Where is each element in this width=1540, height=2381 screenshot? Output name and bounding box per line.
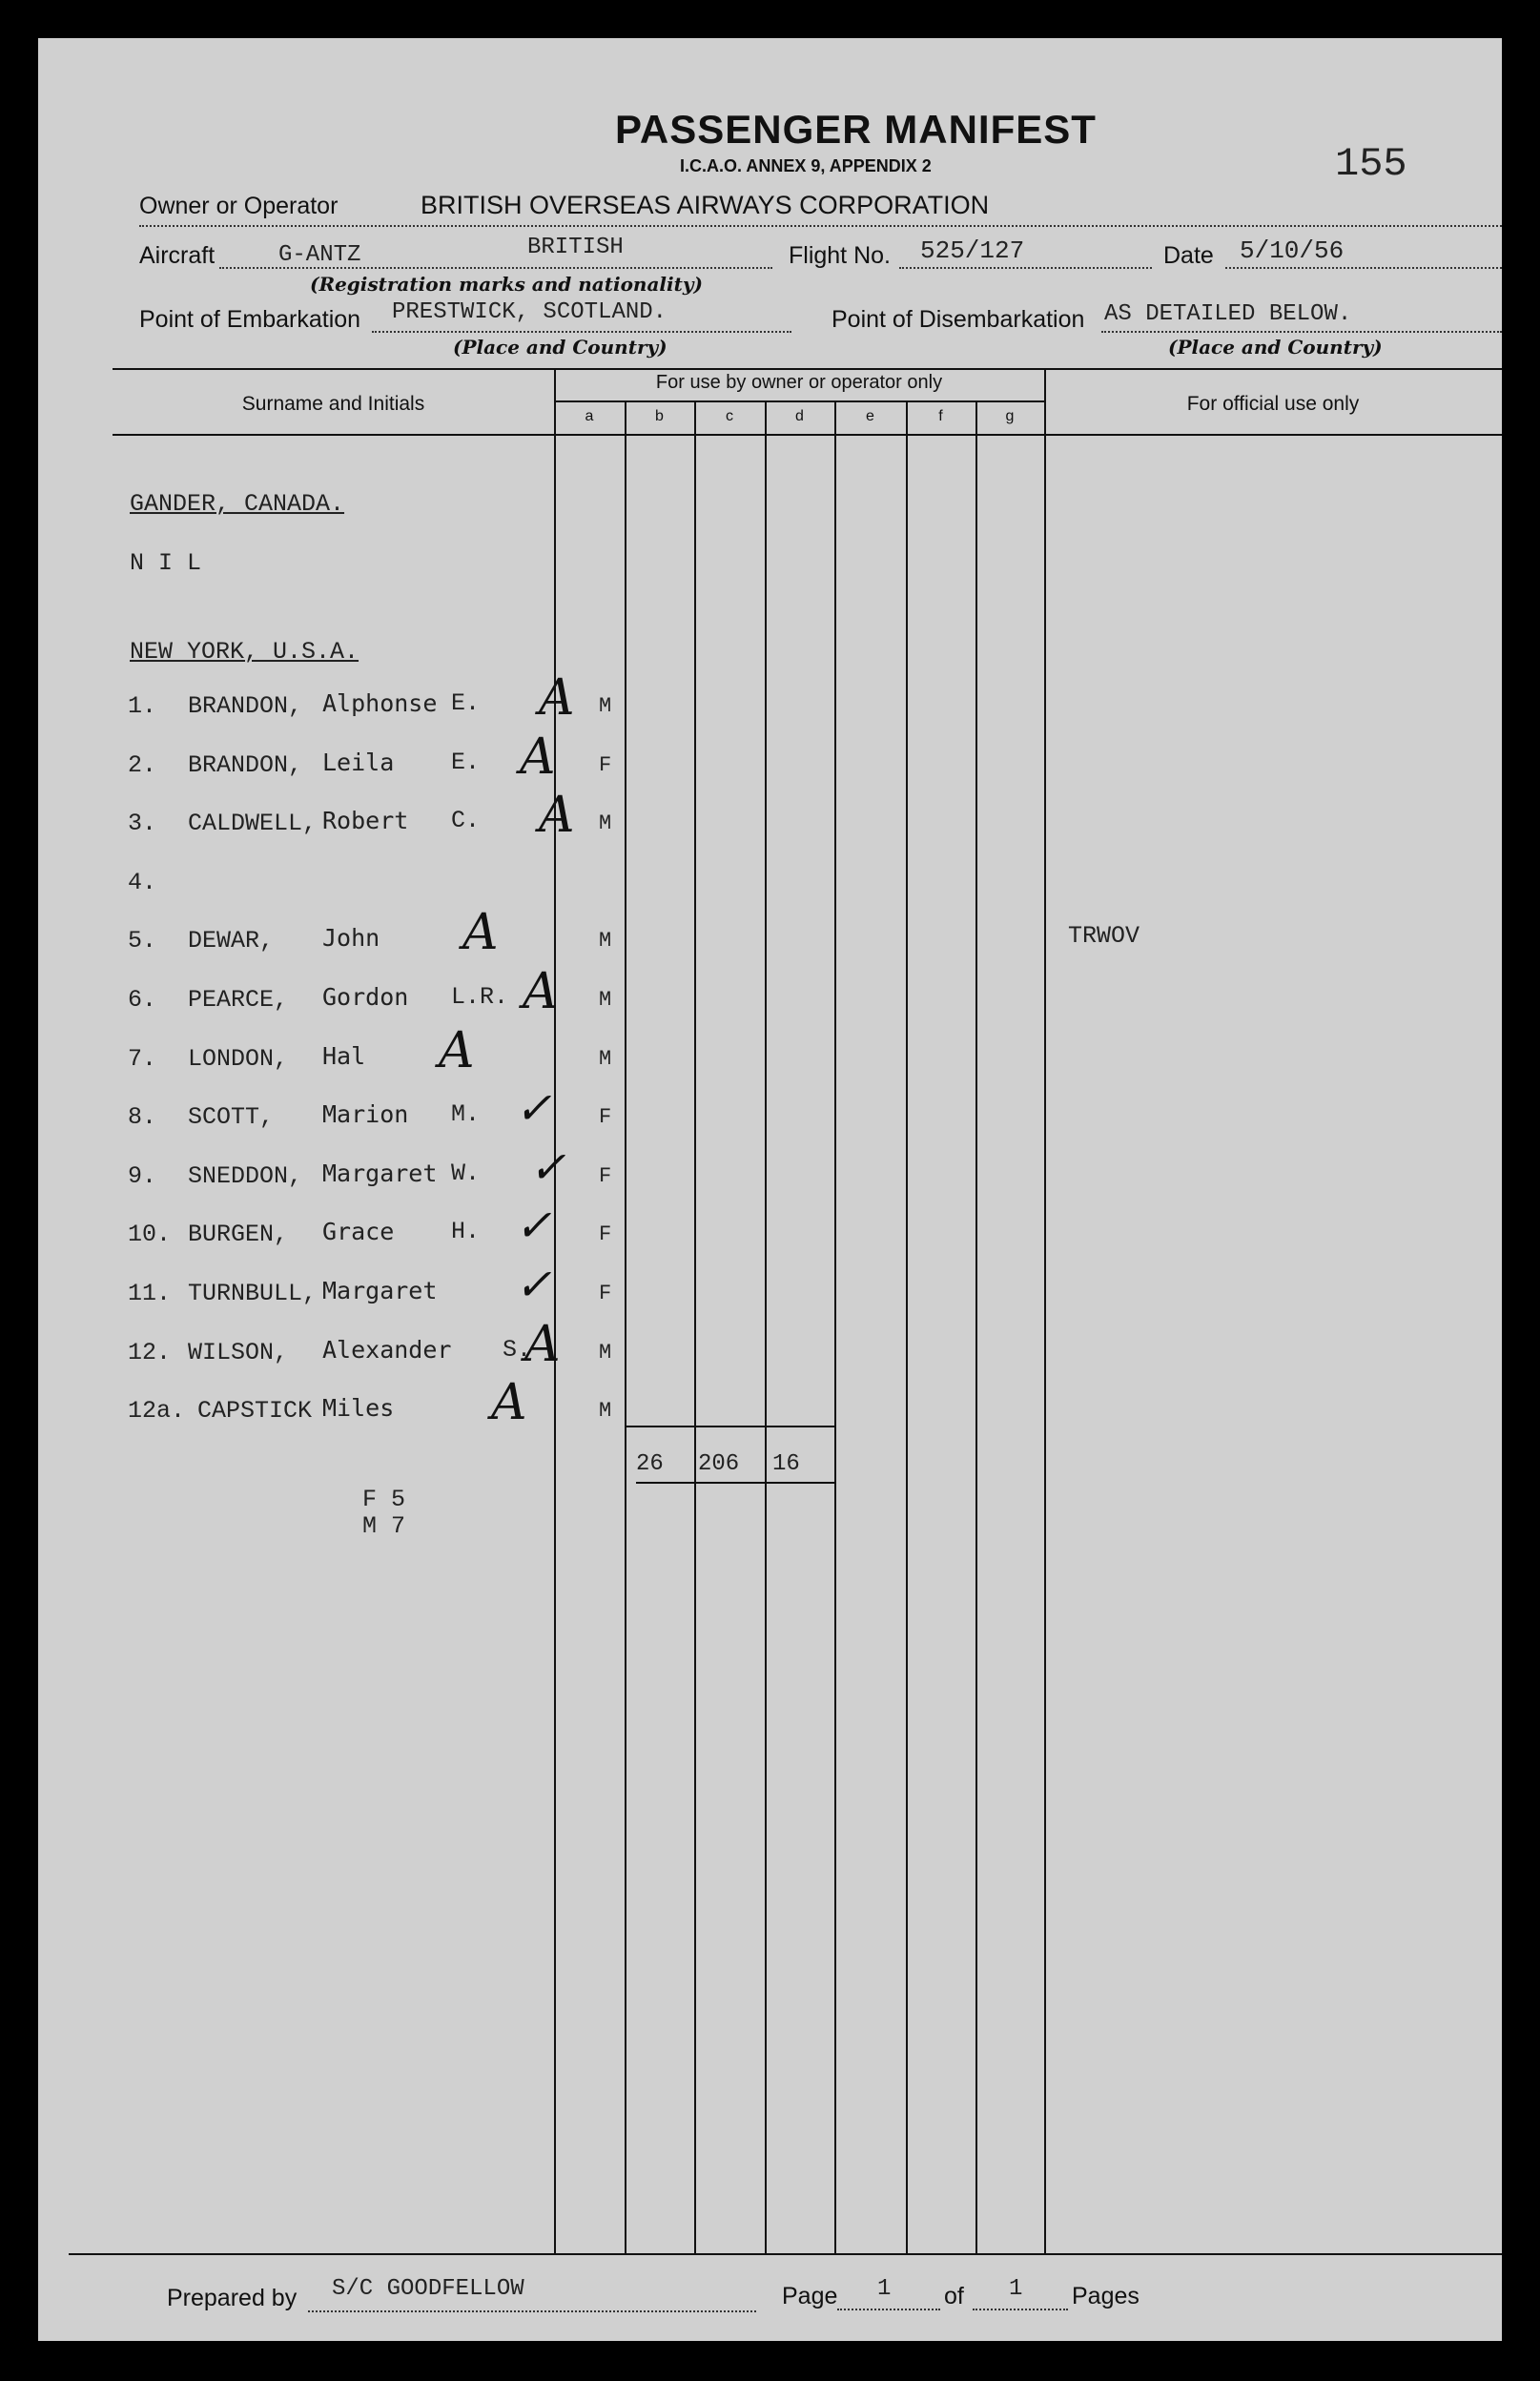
operator-header: For use by owner or operator only bbox=[655, 372, 943, 393]
flight-dotted-line bbox=[899, 267, 1152, 269]
total-column-b: 26 bbox=[636, 1451, 664, 1477]
column-rule-b-left bbox=[625, 400, 626, 2253]
passenger-number: 12a. bbox=[128, 1397, 186, 1425]
passenger-initial: C. bbox=[451, 807, 481, 834]
table-header-bottom-rule bbox=[113, 434, 1502, 436]
handwritten-mark: A bbox=[520, 729, 556, 786]
embarkation-value: PRESTWICK, SCOTLAND. bbox=[392, 299, 667, 325]
aircraft-label: Aircraft bbox=[139, 242, 216, 269]
of-dotted-line bbox=[973, 2309, 1068, 2310]
column-rule-official-left bbox=[1044, 368, 1046, 2253]
footer-top-rule bbox=[69, 2253, 1502, 2255]
passenger-given-name: John bbox=[322, 924, 380, 952]
page-dotted-line bbox=[837, 2309, 940, 2310]
total-column-c: 206 bbox=[698, 1451, 740, 1477]
page-stamp-number: 155 bbox=[1335, 141, 1407, 187]
column-rule-c-left bbox=[694, 400, 696, 2253]
passenger-surname: SNEDDON, bbox=[188, 1162, 303, 1190]
passenger-given-name: Gordon bbox=[322, 983, 409, 1011]
passenger-number: 7. bbox=[128, 1045, 157, 1073]
column-rule-a-left bbox=[554, 368, 556, 2253]
disembarkation-caption: (Place and Country) bbox=[1168, 336, 1383, 359]
owner-value: BRITISH OVERSEAS AIRWAYS CORPORATION bbox=[421, 191, 990, 219]
passenger-surname: TURNBULL, bbox=[188, 1280, 318, 1307]
passenger-sex: M bbox=[599, 694, 612, 718]
column-rule-f-left bbox=[906, 400, 908, 2253]
column-g-header: g bbox=[1005, 408, 1015, 424]
embarkation-caption: (Place and Country) bbox=[453, 336, 667, 359]
passenger-sex: M bbox=[599, 1047, 612, 1071]
passenger-number: 2. bbox=[128, 751, 157, 779]
passenger-sex: F bbox=[599, 1164, 612, 1188]
prepared-by-label: Prepared by bbox=[167, 2285, 298, 2311]
passenger-given-name: Margaret bbox=[322, 1277, 438, 1304]
owner-label: Owner or Operator bbox=[139, 193, 339, 219]
page-value: 1 bbox=[877, 2276, 892, 2302]
handwritten-mark: A bbox=[491, 1374, 527, 1431]
check-mark: ✓ bbox=[515, 1200, 552, 1251]
summary-male-count: M 7 bbox=[362, 1512, 406, 1540]
passenger-surname: BRANDON, bbox=[188, 692, 303, 720]
aircraft-nationality: BRITISH bbox=[527, 235, 624, 260]
passenger-number: 11. bbox=[128, 1280, 172, 1307]
passenger-given-name: Hal bbox=[322, 1042, 366, 1070]
passenger-given-name: Marion bbox=[322, 1100, 409, 1128]
passenger-initial: E. bbox=[451, 689, 481, 717]
passenger-sex: M bbox=[599, 1341, 612, 1365]
check-mark: ✓ bbox=[515, 1259, 552, 1310]
passenger-sex: F bbox=[599, 753, 612, 777]
passenger-initial: H. bbox=[451, 1218, 481, 1245]
disembarkation-value: AS DETAILED BELOW. bbox=[1104, 301, 1352, 327]
check-mark: ✓ bbox=[515, 1082, 552, 1134]
handwritten-mark: A bbox=[439, 1022, 475, 1079]
column-b-header: b bbox=[655, 408, 664, 424]
embarkation-label: Point of Embarkation bbox=[139, 306, 361, 333]
aircraft-registration: G-ANTZ bbox=[278, 242, 361, 268]
passenger-surname: CAPSTICK bbox=[197, 1397, 313, 1425]
passenger-initial: L.R. bbox=[451, 983, 509, 1011]
disembarkation-label: Point of Disembarkation bbox=[832, 306, 1085, 333]
check-mark: ✓ bbox=[529, 1141, 566, 1193]
handwritten-mark: A bbox=[523, 963, 559, 1020]
page-label: Page bbox=[782, 2283, 838, 2309]
document-title: PASSENGER MANIFEST bbox=[615, 107, 1097, 152]
passenger-surname: LONDON, bbox=[188, 1045, 289, 1073]
date-label: Date bbox=[1163, 242, 1214, 269]
passenger-given-name: Robert bbox=[322, 807, 409, 834]
column-c-header: c bbox=[726, 408, 733, 424]
passenger-given-name: Alphonse bbox=[322, 689, 438, 717]
official-use-note: TRWOV bbox=[1068, 922, 1140, 950]
handwritten-mark: A bbox=[462, 904, 499, 961]
handwritten-mark: A bbox=[539, 787, 575, 844]
embarkation-dotted-line bbox=[372, 331, 791, 333]
table-top-rule bbox=[113, 368, 1502, 370]
passenger-given-name: Grace bbox=[322, 1218, 395, 1245]
column-f-header: f bbox=[938, 408, 943, 424]
of-value: 1 bbox=[1009, 2276, 1023, 2302]
passenger-number: 3. bbox=[128, 810, 157, 837]
column-a-header: a bbox=[585, 408, 594, 424]
passenger-surname: PEARCE, bbox=[188, 986, 289, 1014]
passenger-number: 5. bbox=[128, 927, 157, 954]
total-column-d: 16 bbox=[772, 1451, 800, 1477]
passenger-sex: M bbox=[599, 811, 612, 835]
passenger-given-name: Margaret bbox=[322, 1160, 438, 1187]
section-note-nil: N I L bbox=[130, 549, 202, 577]
aircraft-caption: (Registration marks and nationality) bbox=[310, 273, 703, 296]
passenger-number: 1. bbox=[128, 692, 157, 720]
totals-bottom-rule bbox=[636, 1482, 834, 1484]
passenger-number: 12. bbox=[128, 1339, 172, 1366]
section-heading-new-york: NEW YORK, U.S.A. bbox=[130, 638, 359, 666]
prepared-by-dotted-line bbox=[308, 2310, 756, 2312]
passenger-given-name: Alexander bbox=[322, 1336, 452, 1364]
passenger-initial: W. bbox=[451, 1160, 481, 1187]
document-subtitle: I.C.A.O. ANNEX 9, APPENDIX 2 bbox=[680, 156, 932, 175]
passenger-sex: F bbox=[599, 1105, 612, 1129]
passenger-surname: DEWAR, bbox=[188, 927, 275, 954]
passenger-surname: SCOTT, bbox=[188, 1103, 275, 1131]
passenger-given-name: Leila bbox=[322, 749, 395, 776]
totals-top-rule bbox=[625, 1426, 834, 1427]
passenger-initial: M. bbox=[451, 1100, 481, 1128]
owner-dotted-line bbox=[139, 225, 1502, 227]
handwritten-mark: A bbox=[524, 1316, 561, 1373]
handwritten-mark: A bbox=[539, 669, 575, 727]
passenger-surname: CALDWELL, bbox=[188, 810, 318, 837]
passenger-number: 9. bbox=[128, 1162, 157, 1190]
pages-label: Pages bbox=[1072, 2283, 1140, 2309]
flight-value: 525/127 bbox=[920, 236, 1025, 265]
passenger-sex: M bbox=[599, 929, 612, 953]
passenger-surname: BRANDON, bbox=[188, 751, 303, 779]
column-e-header: e bbox=[866, 408, 874, 424]
date-dotted-line bbox=[1225, 267, 1502, 269]
passenger-sex: M bbox=[599, 1399, 612, 1423]
passenger-surname: WILSON, bbox=[188, 1339, 289, 1366]
operator-header-rule bbox=[554, 400, 1044, 402]
passenger-initial: E. bbox=[451, 749, 481, 776]
disembarkation-dotted-line bbox=[1101, 331, 1502, 333]
passenger-number: 8. bbox=[128, 1103, 157, 1131]
passenger-number: 4. bbox=[128, 869, 157, 896]
of-label: of bbox=[944, 2283, 964, 2309]
column-rule-e-left bbox=[834, 400, 836, 2253]
passenger-initial: S. bbox=[503, 1336, 532, 1364]
date-value: 5/10/56 bbox=[1240, 236, 1345, 265]
flight-label: Flight No. bbox=[789, 242, 891, 269]
summary-female-count: F 5 bbox=[362, 1486, 406, 1513]
column-rule-g-left bbox=[975, 400, 977, 2253]
surname-header: Surname and Initials bbox=[241, 393, 425, 415]
passenger-number: 10. bbox=[128, 1221, 172, 1248]
passenger-number: 6. bbox=[128, 986, 157, 1014]
passenger-sex: M bbox=[599, 988, 612, 1012]
passenger-surname: BURGEN, bbox=[188, 1221, 289, 1248]
prepared-by-value: S/C GOODFELLOW bbox=[332, 2276, 524, 2302]
passenger-sex: F bbox=[599, 1282, 612, 1305]
passenger-sex: F bbox=[599, 1222, 612, 1246]
official-use-header: For official use only bbox=[1186, 393, 1360, 415]
section-heading-gander: GANDER, CANADA. bbox=[130, 490, 345, 518]
manifest-sheet bbox=[38, 38, 1502, 2341]
passenger-given-name: Miles bbox=[322, 1394, 395, 1422]
column-d-header: d bbox=[795, 408, 804, 424]
column-rule-d-left bbox=[765, 400, 767, 2253]
